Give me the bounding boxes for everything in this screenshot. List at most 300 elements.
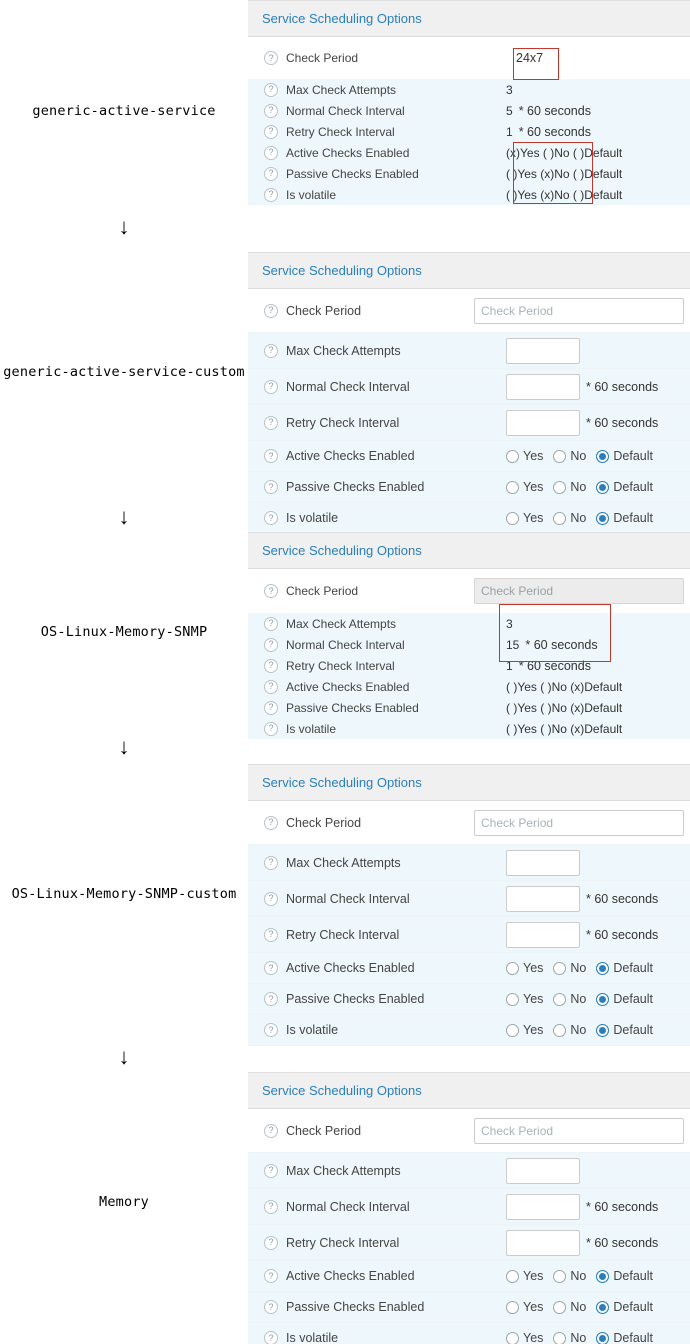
row-label: [248, 480, 506, 494]
max-check-attempts-input-1[interactable]: [506, 338, 580, 364]
radio-label: No: [570, 1269, 587, 1283]
normal-check-interval-input-3[interactable]: [506, 886, 580, 912]
field-label: Max Check Attempts: [286, 855, 401, 870]
scheduling-panel-1: [248, 252, 690, 534]
help-icon[interactable]: ?: [264, 380, 278, 394]
help-icon[interactable]: ?: [264, 511, 278, 525]
active-checks-radio-group-1: [506, 449, 653, 463]
radio-circle-icon[interactable]: [506, 1301, 519, 1314]
help-icon[interactable]: ?: [264, 104, 278, 118]
radio-label: No: [570, 449, 587, 463]
check-period-input-2: Check Period: [474, 578, 684, 604]
unit-label: * 60 seconds: [586, 379, 659, 394]
radio-label: No: [570, 480, 587, 494]
field-label: Active Checks Enabled: [286, 961, 415, 975]
radio-label: Yes: [523, 992, 544, 1006]
row-value: [506, 722, 690, 736]
row-value: [506, 850, 690, 876]
radio-circle-icon[interactable]: [506, 993, 519, 1006]
radio-label: Yes: [523, 961, 544, 975]
row-retry-check-interval-3: [248, 917, 690, 953]
row-label: [248, 167, 506, 181]
field-label: Active Checks Enabled: [286, 1269, 415, 1283]
row-label: [248, 617, 506, 631]
panel-title-3: Service Scheduling Options: [248, 765, 690, 801]
field-label: Is volatile: [286, 187, 337, 202]
row-label: [248, 1236, 506, 1250]
field-label: Normal Check Interval: [286, 1199, 410, 1214]
retry-check-interval-input-3[interactable]: [506, 922, 580, 948]
field-label: Check Period: [286, 51, 359, 65]
row-label: [248, 638, 506, 652]
radio-circle-icon[interactable]: [596, 962, 609, 975]
row-label: [248, 1164, 506, 1178]
radio-option-default[interactable]: [596, 449, 653, 463]
row-label: [248, 125, 506, 139]
radio-option-no[interactable]: [553, 1300, 586, 1314]
row-label: [248, 146, 506, 160]
field-label: Normal Check Interval: [286, 379, 410, 394]
radio-circle-icon[interactable]: [596, 1024, 609, 1037]
radio-circle-icon[interactable]: [596, 1332, 609, 1344]
max-check-attempts-value-0: 3: [506, 82, 513, 97]
row-normal-check-interval-4: [248, 1189, 690, 1225]
passive-checks-radio-group-3: [506, 992, 653, 1006]
row-max-check-attempts-3: [248, 845, 690, 881]
field-label: Retry Check Interval: [286, 658, 395, 673]
stage-label-4: Memory: [99, 1194, 149, 1210]
row-value: [474, 298, 690, 324]
row-value: [506, 167, 690, 181]
scheduling-panel-0: [248, 0, 690, 205]
radio-option-default[interactable]: [596, 1269, 653, 1283]
row-is-volatile-3: [248, 1015, 690, 1046]
row-retry-check-interval-4: [248, 1225, 690, 1261]
row-label: [248, 992, 506, 1006]
radio-option-default[interactable]: [596, 1300, 653, 1314]
row-value: [506, 480, 690, 494]
row-label: [248, 511, 506, 525]
field-label: Passive Checks Enabled: [286, 992, 425, 1006]
radio-circle-icon[interactable]: [553, 962, 566, 975]
retry-check-interval-input-1[interactable]: [506, 410, 580, 436]
unit-label: * 60 seconds: [518, 658, 591, 673]
is-volatile-radio-group-3: [506, 1023, 653, 1037]
row-label: [248, 584, 474, 598]
row-value: [506, 146, 690, 160]
row-retry-check-interval-1: [248, 405, 690, 441]
help-icon[interactable]: ?: [264, 722, 278, 736]
radio-option-no[interactable]: [553, 449, 586, 463]
radio-circle-icon[interactable]: [506, 962, 519, 975]
row-value: [506, 1230, 690, 1256]
row-max-check-attempts-0: [248, 79, 690, 100]
panel-title-0: Service Scheduling Options: [248, 1, 690, 37]
panel-title-1: Service Scheduling Options: [248, 253, 690, 289]
help-icon[interactable]: ?: [264, 449, 278, 463]
radio-label: No: [570, 1300, 587, 1314]
help-icon[interactable]: ?: [264, 1331, 278, 1344]
help-icon[interactable]: ?: [264, 659, 278, 673]
radio-option-yes[interactable]: [506, 992, 543, 1006]
radio-label: Yes: [523, 480, 544, 494]
row-label: [248, 1200, 506, 1214]
row-check-period-0: [248, 37, 690, 79]
row-retry-check-interval-0: [248, 121, 690, 142]
row-value: [506, 886, 690, 912]
help-icon[interactable]: ?: [264, 928, 278, 942]
normal-check-interval-value-0: 5: [506, 103, 513, 118]
radio-option-yes[interactable]: [506, 1300, 543, 1314]
retry-check-interval-value-0: 1: [506, 124, 513, 139]
normal-check-interval-value-2: 15: [506, 637, 520, 652]
retry-check-interval-input-4[interactable]: [506, 1230, 580, 1256]
active-checks-radio-group-0[interactable]: (x)Yes ( )No ( )Default: [506, 145, 623, 160]
row-normal-check-interval-1: [248, 369, 690, 405]
radio-option-default[interactable]: [596, 961, 653, 975]
panel-title-4: Service Scheduling Options: [248, 1073, 690, 1109]
scheduling-panel-2: [248, 532, 690, 739]
row-passive-checks-enabled-4: [248, 1292, 690, 1323]
row-label: [248, 380, 506, 394]
radio-circle-icon[interactable]: [506, 1332, 519, 1344]
row-normal-check-interval-2: [248, 634, 690, 655]
row-label: [248, 659, 506, 673]
help-icon[interactable]: ?: [264, 1023, 278, 1037]
normal-check-interval-input-4[interactable]: [506, 1194, 580, 1220]
is-volatile-radio-group-0[interactable]: ( )Yes (x)No ( )Default: [506, 187, 623, 202]
retry-check-interval-value-2: 1: [506, 658, 513, 673]
help-icon[interactable]: ?: [264, 584, 278, 598]
radio-option-yes[interactable]: [506, 480, 543, 494]
unit-label: * 60 seconds: [518, 124, 591, 139]
help-icon[interactable]: ?: [264, 188, 278, 202]
unit-label: * 60 seconds: [518, 103, 591, 118]
help-icon[interactable]: ?: [264, 617, 278, 631]
field-label: Normal Check Interval: [286, 637, 405, 652]
passive-checks-radio-group-2[interactable]: ( )Yes ( )No (x)Default: [506, 700, 623, 715]
row-value: [506, 961, 690, 975]
row-check-period-1: [248, 289, 690, 333]
max-check-attempts-value-2: 3: [506, 616, 513, 631]
row-label: [248, 1300, 506, 1314]
row-label: [248, 1331, 506, 1344]
radio-label: No: [570, 511, 587, 525]
row-value: [506, 1194, 690, 1220]
row-value: [506, 659, 690, 673]
row-check-period-4: [248, 1109, 690, 1153]
stage-label-3: OS-Linux-Memory-SNMP-custom: [11, 886, 237, 902]
row-is-volatile-2: [248, 718, 690, 739]
radio-option-no[interactable]: [553, 511, 586, 525]
help-icon[interactable]: ?: [264, 701, 278, 715]
stage-label-2: OS-Linux-Memory-SNMP: [40, 624, 208, 640]
help-icon[interactable]: ?: [264, 1269, 278, 1283]
radio-option-yes[interactable]: [506, 449, 543, 463]
row-is-volatile-4: [248, 1323, 690, 1344]
arrow-icon-0: ↓: [118, 214, 130, 239]
help-icon[interactable]: ?: [264, 304, 278, 318]
help-icon[interactable]: ?: [264, 1236, 278, 1250]
radio-label: Default: [613, 480, 653, 494]
radio-option-no[interactable]: [553, 1331, 586, 1344]
radio-label: Yes: [523, 449, 544, 463]
radio-label: Default: [613, 511, 653, 525]
row-check-period-3: [248, 801, 690, 845]
radio-circle-icon[interactable]: [596, 512, 609, 525]
row-active-checks-enabled-0: [248, 142, 690, 163]
row-active-checks-enabled-2: [248, 676, 690, 697]
radio-label: Yes: [523, 1023, 544, 1037]
radio-option-yes[interactable]: [506, 511, 543, 525]
row-value: [506, 922, 690, 948]
row-active-checks-enabled-1: [248, 441, 690, 472]
row-passive-checks-enabled-0: [248, 163, 690, 184]
stage-label-1: generic-active-service-custom: [3, 364, 245, 380]
radio-label: Default: [613, 992, 653, 1006]
help-icon[interactable]: ?: [264, 680, 278, 694]
radio-option-yes[interactable]: [506, 1023, 543, 1037]
radio-circle-icon[interactable]: [506, 512, 519, 525]
unit-label: * 60 seconds: [525, 637, 598, 652]
normal-check-interval-input-1[interactable]: [506, 374, 580, 400]
row-max-check-attempts-2: [248, 613, 690, 634]
is-volatile-radio-group-2[interactable]: ( )Yes ( )No (x)Default: [506, 721, 623, 736]
radio-label: No: [570, 992, 587, 1006]
radio-label: Default: [613, 1023, 653, 1037]
row-value: [506, 638, 690, 652]
help-icon[interactable]: ?: [264, 816, 278, 830]
field-label: Active Checks Enabled: [286, 145, 410, 160]
radio-option-yes[interactable]: [506, 1269, 543, 1283]
row-value: [474, 810, 690, 836]
stage-label-0: generic-active-service: [32, 103, 216, 119]
help-icon[interactable]: ?: [264, 146, 278, 160]
radio-label: No: [570, 1023, 587, 1037]
row-label: [248, 928, 506, 942]
field-label: Check Period: [286, 1123, 362, 1138]
max-check-attempts-input-4[interactable]: [506, 1158, 580, 1184]
radio-label: Default: [613, 1331, 653, 1344]
radio-option-no[interactable]: [553, 480, 586, 494]
radio-option-yes[interactable]: [506, 1331, 543, 1344]
help-icon[interactable]: ?: [264, 344, 278, 358]
field-label: Passive Checks Enabled: [286, 700, 419, 715]
radio-circle-icon[interactable]: [596, 481, 609, 494]
field-label: Normal Check Interval: [286, 103, 405, 118]
arrow-icon-3: ↓: [118, 1044, 130, 1069]
row-value: [506, 45, 690, 71]
help-icon[interactable]: ?: [264, 1124, 278, 1138]
radio-label: Yes: [523, 1300, 544, 1314]
row-label: [248, 188, 506, 202]
radio-label: Default: [613, 961, 653, 975]
active-checks-radio-group-4: [506, 1269, 653, 1283]
radio-circle-icon[interactable]: [553, 512, 566, 525]
field-label: Check Period: [286, 815, 362, 830]
row-label: [248, 344, 506, 358]
help-icon[interactable]: ?: [264, 892, 278, 906]
row-value: [506, 1300, 690, 1314]
radio-circle-icon[interactable]: [596, 1301, 609, 1314]
row-label: [248, 701, 506, 715]
row-label: [248, 1269, 506, 1283]
row-label: [248, 104, 506, 118]
radio-option-no[interactable]: [553, 961, 586, 975]
row-label: [248, 816, 474, 830]
row-label: [248, 83, 506, 97]
field-label: Check Period: [286, 584, 359, 598]
field-label: Passive Checks Enabled: [286, 1300, 425, 1314]
row-label: [248, 449, 506, 463]
field-label: Active Checks Enabled: [286, 449, 415, 463]
field-label: Max Check Attempts: [286, 616, 397, 631]
radio-option-no[interactable]: [553, 992, 586, 1006]
scheduling-panel-3: [248, 764, 690, 1046]
row-value: [506, 449, 690, 463]
row-value: [474, 578, 690, 604]
field-label: Is volatile: [286, 1023, 339, 1037]
radio-circle-icon[interactable]: [506, 450, 519, 463]
row-value: [506, 374, 690, 400]
stage-label-column: [0, 0, 248, 1344]
row-label: [248, 961, 506, 975]
radio-option-default[interactable]: [596, 480, 653, 494]
field-label: Passive Checks Enabled: [286, 166, 419, 181]
row-label: [248, 416, 506, 430]
help-icon[interactable]: ?: [264, 1200, 278, 1214]
row-label: [248, 1124, 474, 1138]
active-checks-radio-group-3: [506, 961, 653, 975]
row-is-volatile-0: [248, 184, 690, 205]
help-icon[interactable]: ?: [264, 1164, 278, 1178]
field-label: Retry Check Interval: [286, 124, 395, 139]
help-icon[interactable]: ?: [264, 51, 278, 65]
radio-option-default[interactable]: [596, 511, 653, 525]
radio-circle-icon[interactable]: [553, 450, 566, 463]
row-value: [506, 83, 690, 97]
row-value: [506, 1331, 690, 1344]
radio-option-default[interactable]: [596, 992, 653, 1006]
help-icon[interactable]: ?: [264, 83, 278, 97]
passive-checks-radio-group-0[interactable]: ( )Yes (x)No ( )Default: [506, 166, 623, 181]
radio-label: Yes: [523, 1269, 544, 1283]
row-max-check-attempts-4: [248, 1153, 690, 1189]
row-label: [248, 722, 506, 736]
field-label: Is volatile: [286, 511, 339, 525]
radio-circle-icon[interactable]: [553, 993, 566, 1006]
help-icon[interactable]: ?: [264, 992, 278, 1006]
radio-option-no[interactable]: [553, 1023, 586, 1037]
help-icon[interactable]: ?: [264, 856, 278, 870]
field-label: Retry Check Interval: [286, 927, 400, 942]
check-period-input-4[interactable]: Check Period: [474, 1118, 684, 1144]
row-active-checks-enabled-3: [248, 953, 690, 984]
help-icon[interactable]: ?: [264, 638, 278, 652]
radio-option-default[interactable]: [596, 1331, 653, 1344]
field-label: Is volatile: [286, 1331, 339, 1344]
help-icon[interactable]: ?: [264, 416, 278, 430]
radio-option-no[interactable]: [553, 1269, 586, 1283]
row-retry-check-interval-2: [248, 655, 690, 676]
row-normal-check-interval-0: [248, 100, 690, 121]
radio-label: Yes: [523, 511, 544, 525]
row-value: [506, 680, 690, 694]
radio-circle-icon[interactable]: [553, 1301, 566, 1314]
field-label: Max Check Attempts: [286, 343, 401, 358]
unit-label: * 60 seconds: [586, 891, 659, 906]
radio-circle-icon[interactable]: [506, 481, 519, 494]
radio-label: No: [570, 1331, 587, 1344]
field-label: Max Check Attempts: [286, 1163, 401, 1178]
radio-circle-icon[interactable]: [506, 1024, 519, 1037]
field-label: Max Check Attempts: [286, 82, 397, 97]
help-icon[interactable]: ?: [264, 167, 278, 181]
row-value: [506, 338, 690, 364]
radio-circle-icon[interactable]: [553, 481, 566, 494]
field-label: Normal Check Interval: [286, 891, 410, 906]
help-icon[interactable]: ?: [264, 961, 278, 975]
row-value: [506, 125, 690, 139]
radio-label: Default: [613, 1300, 653, 1314]
row-normal-check-interval-3: [248, 881, 690, 917]
row-value: [506, 188, 690, 202]
row-value: [506, 511, 690, 525]
row-label: [248, 680, 506, 694]
panel-title-2: Service Scheduling Options: [248, 533, 690, 569]
radio-circle-icon[interactable]: [553, 1270, 566, 1283]
radio-option-default[interactable]: [596, 1023, 653, 1037]
radio-circle-icon[interactable]: [553, 1332, 566, 1344]
max-check-attempts-input-3[interactable]: [506, 850, 580, 876]
field-label: Is volatile: [286, 721, 337, 736]
radio-circle-icon[interactable]: [596, 450, 609, 463]
check-period-input-1[interactable]: Check Period: [474, 298, 684, 324]
help-icon[interactable]: ?: [264, 480, 278, 494]
radio-label: Yes: [523, 1331, 544, 1344]
row-value: [506, 1269, 690, 1283]
active-checks-radio-group-2[interactable]: ( )Yes ( )No (x)Default: [506, 679, 623, 694]
radio-label: Default: [613, 1269, 653, 1283]
is-volatile-radio-group-1: [506, 511, 653, 525]
radio-circle-icon[interactable]: [596, 993, 609, 1006]
field-label: Passive Checks Enabled: [286, 480, 425, 494]
help-icon[interactable]: ?: [264, 1300, 278, 1314]
row-check-period-2: [248, 569, 690, 613]
scheduling-panel-4: [248, 1072, 690, 1344]
passive-checks-radio-group-4: [506, 1300, 653, 1314]
field-label: Check Period: [286, 303, 362, 318]
row-value: [506, 1023, 690, 1037]
row-label: [248, 304, 474, 318]
radio-label: Default: [613, 449, 653, 463]
unit-label: * 60 seconds: [586, 415, 659, 430]
arrow-icon-1: ↓: [118, 504, 130, 529]
radio-option-yes[interactable]: [506, 961, 543, 975]
field-label: Retry Check Interval: [286, 1235, 400, 1250]
help-icon[interactable]: ?: [264, 125, 278, 139]
row-value: [474, 1118, 690, 1144]
check-period-value-0[interactable]: 24x7: [516, 51, 544, 65]
row-value: [506, 617, 690, 631]
row-passive-checks-enabled-2: [248, 697, 690, 718]
check-period-input-3[interactable]: Check Period: [474, 810, 684, 836]
radio-circle-icon[interactable]: [553, 1024, 566, 1037]
radio-circle-icon[interactable]: [596, 1270, 609, 1283]
unit-label: * 60 seconds: [586, 1235, 659, 1250]
radio-circle-icon[interactable]: [506, 1270, 519, 1283]
field-label: Retry Check Interval: [286, 415, 400, 430]
